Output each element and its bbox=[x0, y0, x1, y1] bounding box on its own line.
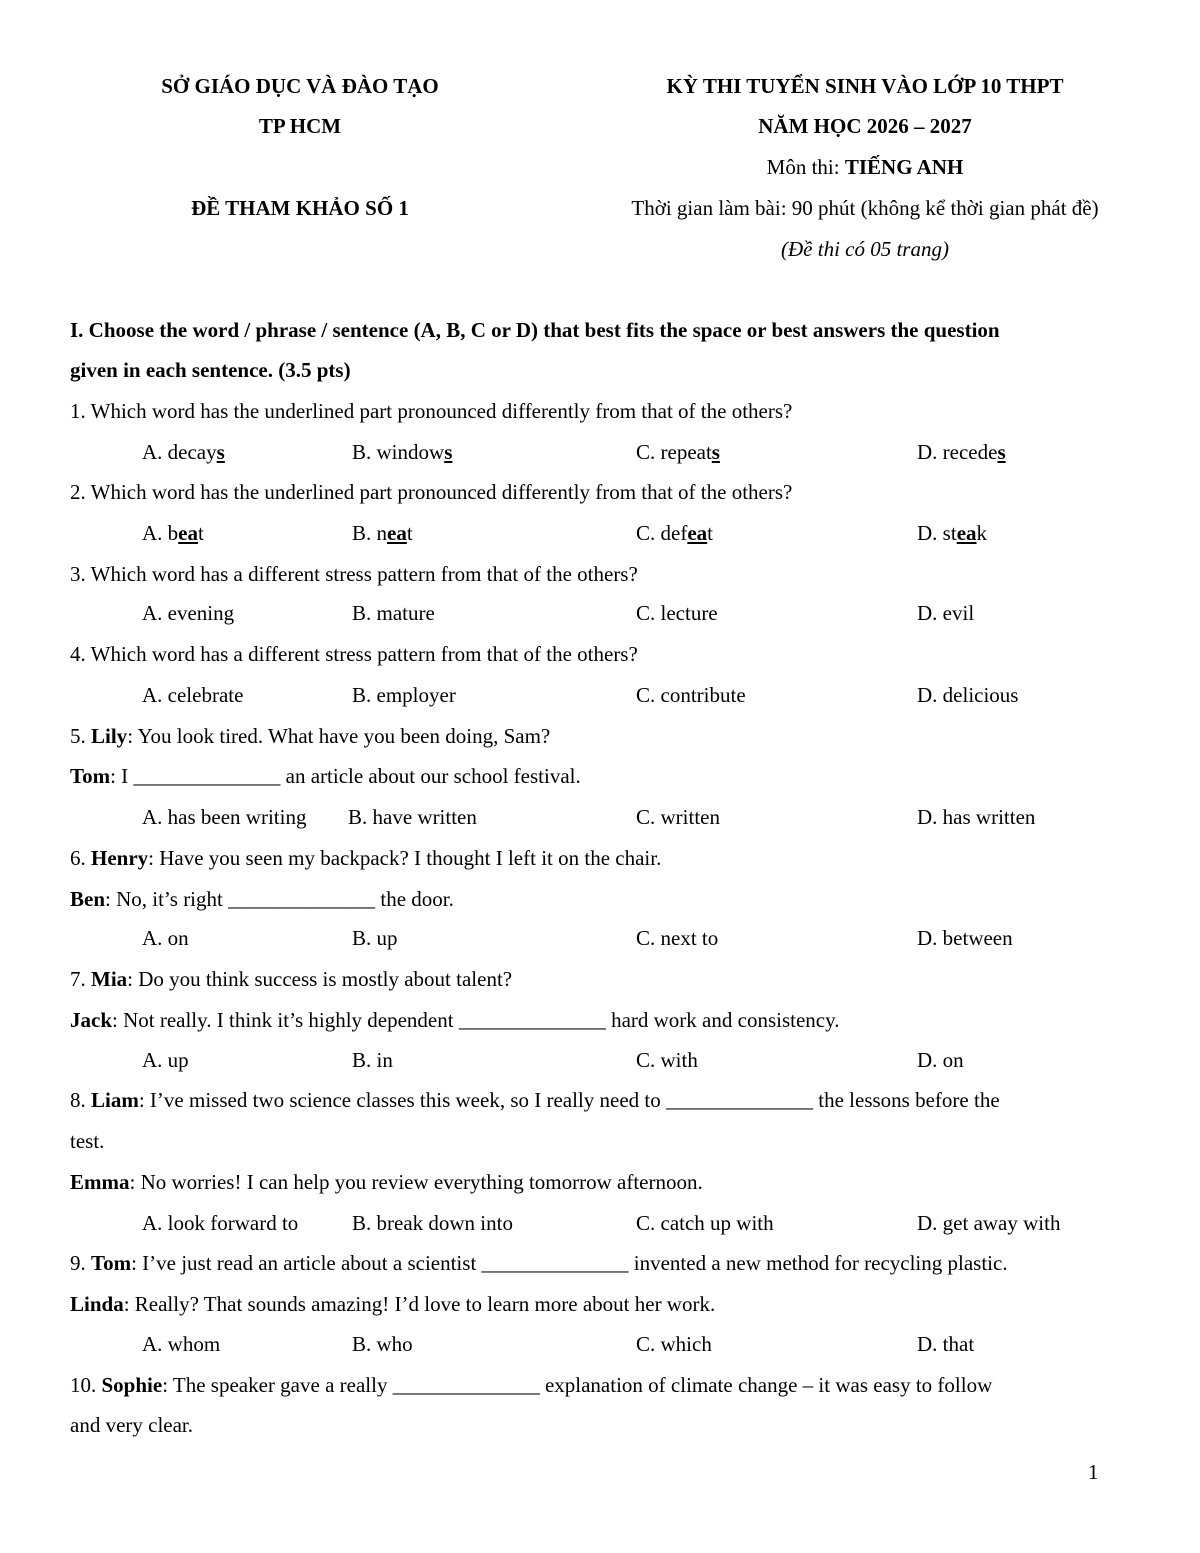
q5-option-d: D. has written bbox=[917, 805, 1036, 829]
speaker-name: Emma bbox=[70, 1170, 130, 1194]
q4-option-d: D. delicious bbox=[917, 683, 1019, 707]
exam-duration: Thời gian làm bài: 90 phút (không kể thời gian phát đề) bbox=[631, 196, 1099, 220]
answer-blank: ______________ bbox=[133, 764, 281, 788]
q7-option-a: A. up bbox=[142, 1048, 189, 1072]
q4-option-b: B. employer bbox=[352, 683, 456, 707]
q2-option-d: D. steak bbox=[917, 521, 988, 545]
speaker-name: Ben bbox=[70, 887, 106, 911]
question-8-line1: 8. Liam: I’ve missed two science classes this week, so I really need to ______________ the lessons before the bbox=[70, 1088, 1000, 1112]
q5-option-b: B. have written bbox=[348, 805, 477, 829]
speaker-name: Mia bbox=[91, 967, 128, 991]
question-8-line2: Emma: No worries! I can help you review everything tomorrow afternoon. bbox=[70, 1170, 703, 1194]
question-4: 4. Which word has a different stress pattern from that of the others? bbox=[70, 642, 638, 666]
question-9-line2: Linda: Really? That sounds amazing! I’d love to learn more about her work. bbox=[70, 1292, 716, 1316]
q1-option-d: D. recedes bbox=[917, 440, 1006, 464]
q7-option-d: D. on bbox=[917, 1048, 964, 1072]
q2-option-b: B. neat bbox=[352, 521, 413, 545]
answer-blank: ______________ bbox=[481, 1251, 629, 1275]
q8-option-a: A. look forward to bbox=[142, 1211, 299, 1235]
answer-blank: ______________ bbox=[228, 887, 376, 911]
q2-option-c: C. defeat bbox=[636, 521, 713, 545]
page-number: 1 bbox=[1088, 1460, 1099, 1484]
q5-option-c: C. written bbox=[636, 805, 720, 829]
q1-option-c: C. repeats bbox=[636, 440, 720, 464]
q7-option-c: C. with bbox=[636, 1048, 698, 1072]
question-7-line2: Jack: Not really. I think it’s highly dependent ______________ hard work and consistency. bbox=[70, 1008, 840, 1032]
q7-option-b: B. in bbox=[352, 1048, 393, 1072]
q6-option-b: B. up bbox=[352, 926, 398, 950]
q8-option-c: C. catch up with bbox=[636, 1211, 774, 1235]
answer-blank: ______________ bbox=[458, 1008, 606, 1032]
q2-option-a: A. beat bbox=[142, 521, 204, 545]
question-9-line1: 9. Tom: I’ve just read an article about a scientist ______________ invented a new method for recycling plastic. bbox=[70, 1251, 1008, 1275]
question-6-line2: Ben: No, it’s right ______________ the door. bbox=[70, 887, 454, 911]
speaker-name: Sophie bbox=[101, 1373, 163, 1397]
q3-option-d: D. evil bbox=[917, 601, 975, 625]
q9-option-d: D. that bbox=[917, 1332, 975, 1356]
question-8-line1-cont: test. bbox=[70, 1129, 105, 1153]
department-name: SỞ GIÁO DỤC VÀ ĐÀO TẠO bbox=[161, 74, 439, 98]
speaker-name: Tom bbox=[91, 1251, 132, 1275]
q1-option-b: B. windows bbox=[352, 440, 453, 464]
question-6-line1: 6. Henry: Have you seen my backpack? I thought I left it on the chair. bbox=[70, 846, 662, 870]
school-year: NĂM HỌC 2026 – 2027 bbox=[758, 114, 972, 138]
question-5-line2: Tom: I ______________ an article about our school festival. bbox=[70, 764, 581, 788]
q9-option-a: A. whom bbox=[142, 1332, 221, 1356]
question-10-line1-cont: and very clear. bbox=[70, 1413, 194, 1437]
q5-option-a: A. has been writing bbox=[142, 805, 307, 829]
q8-option-b: B. break down into bbox=[352, 1211, 513, 1235]
department-city: TP HCM bbox=[258, 114, 342, 138]
q6-option-d: D. between bbox=[917, 926, 1013, 950]
section-heading-line1: I. Choose the word / phrase / sentence (A, B, C or D) that best fits the space or best answers the question bbox=[70, 318, 1000, 342]
exam-title: KỲ THI TUYỂN SINH VÀO LỚP 10 THPT bbox=[666, 74, 1064, 98]
q1-option-a: A. decays bbox=[142, 440, 225, 464]
answer-blank: ______________ bbox=[666, 1088, 814, 1112]
exam-code: ĐỀ THAM KHẢO SỐ 1 bbox=[191, 196, 409, 220]
subject-label: Môn thi: bbox=[766, 155, 845, 179]
speaker-name: Tom bbox=[70, 764, 111, 788]
speaker-name: Jack bbox=[70, 1008, 112, 1032]
section-heading-line2: given in each sentence. (3.5 pts) bbox=[70, 358, 351, 382]
q3-option-b: B. mature bbox=[352, 601, 435, 625]
speaker-name: Liam bbox=[91, 1088, 139, 1112]
question-5-line1: 5. Lily: You look tired. What have you been doing, Sam? bbox=[70, 724, 551, 748]
question-10-line1: 10. Sophie: The speaker gave a really ______________ explanation of climate change – it was easy to follow bbox=[70, 1373, 993, 1397]
q4-option-a: A. celebrate bbox=[142, 683, 244, 707]
speaker-name: Henry bbox=[91, 846, 149, 870]
question-2: 2. Which word has the underlined part pronounced differently from that of the others? bbox=[70, 480, 793, 504]
q6-option-c: C. next to bbox=[636, 926, 719, 950]
subject-name: TIẾNG ANH bbox=[844, 155, 964, 179]
speaker-name: Lily bbox=[91, 724, 128, 748]
subject-line bbox=[515, 155, 1200, 179]
answer-blank: ______________ bbox=[392, 1373, 540, 1397]
q6-option-a: A. on bbox=[142, 926, 189, 950]
q9-option-c: C. which bbox=[636, 1332, 712, 1356]
question-3: 3. Which word has a different stress pattern from that of the others? bbox=[70, 562, 638, 586]
q3-option-a: A. evening bbox=[142, 601, 235, 625]
q9-option-b: B. who bbox=[352, 1332, 413, 1356]
question-1: 1. Which word has the underlined part pronounced differently from that of the others? bbox=[70, 399, 793, 423]
q3-option-c: C. lecture bbox=[636, 601, 718, 625]
q8-option-d: D. get away with bbox=[917, 1211, 1061, 1235]
speaker-name: Linda bbox=[70, 1292, 124, 1316]
pages-note: (Đề thi có 05 trang) bbox=[781, 237, 949, 261]
question-7-line1: 7. Mia: Do you think success is mostly about talent? bbox=[70, 967, 513, 991]
q4-option-c: C. contribute bbox=[636, 683, 746, 707]
